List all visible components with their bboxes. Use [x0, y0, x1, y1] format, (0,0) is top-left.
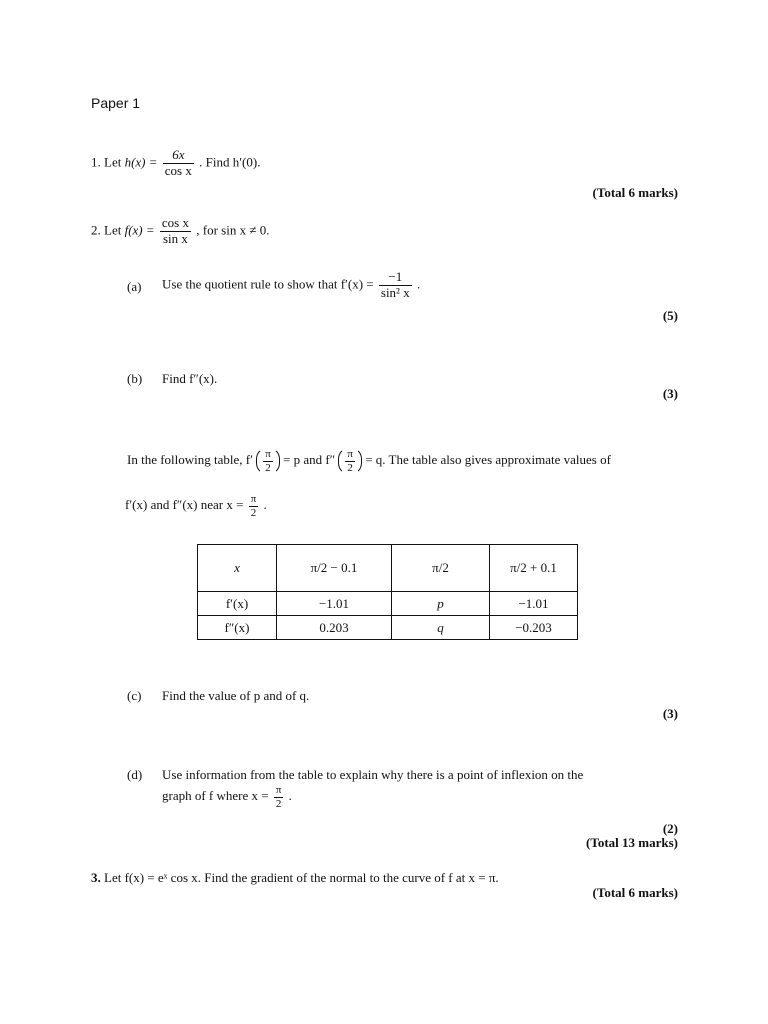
q2d-tail: .	[288, 788, 292, 804]
q2-frac-num: cos x	[161, 215, 189, 230]
q2c-marks: (3)	[662, 706, 678, 721]
q2b-marks: (3)	[662, 386, 678, 401]
table-intro-t3: = q. The table also gives approximate values of	[365, 452, 611, 468]
values-table	[197, 544, 578, 640]
pi-symbol: π	[275, 784, 282, 796]
q2a-fraction	[379, 270, 412, 301]
question-1	[91, 148, 260, 179]
table-intro-line2-tail: .	[263, 497, 267, 513]
pi-over-2-paren-1	[256, 447, 280, 475]
pi-over-2-fraction	[274, 784, 284, 810]
q2d-text-line2: graph of f where x =	[162, 788, 272, 804]
q2-total-marks: (Total 13 marks)	[586, 835, 678, 850]
table-row	[198, 592, 578, 616]
pi-over-2-fraction	[249, 493, 259, 519]
table-header-cell: π/2 − 0.1	[277, 545, 392, 592]
q3-number: 3.	[91, 870, 101, 885]
table-row	[198, 616, 578, 640]
table-cell: −0.203	[490, 616, 578, 640]
pi-over-2-paren-2	[338, 447, 362, 475]
question-3	[91, 870, 499, 886]
table-header-cell: π/2 + 0.1	[490, 545, 578, 592]
pi-symbol: π	[250, 493, 257, 505]
pi-over-2-fraction	[345, 448, 355, 474]
q2-frac-den: sin x	[162, 230, 188, 246]
q2-fraction	[160, 216, 191, 247]
q2c-label: (c)	[127, 688, 142, 703]
table-cell: −1.01	[490, 592, 578, 616]
q2d-marks: (2)	[662, 821, 678, 836]
q2-tail: , for sin x ≠ 0.	[196, 222, 270, 238]
table-intro-t2: = p and f″	[283, 452, 336, 468]
table-header-row	[198, 545, 578, 592]
q3-text: Let f(x) = eˣ cos x. Find the gradient of the normal to the curve of f at x = π.	[100, 870, 499, 885]
table-header-cell: π/2	[392, 545, 490, 592]
q2-func: f(x) =	[124, 222, 158, 238]
q2a-body	[162, 270, 420, 301]
table-row-label: f′(x)	[198, 592, 277, 616]
table-cell: p	[392, 592, 490, 616]
pi-symbol: π	[265, 448, 271, 460]
two-symbol: 2	[275, 797, 282, 810]
q2b-label: (b)	[127, 371, 143, 386]
q2a-frac-num: −1	[379, 270, 412, 286]
two-symbol: 2	[347, 461, 353, 474]
q1-fraction	[163, 148, 194, 179]
table-intro-line1	[127, 447, 611, 475]
q2d-line2	[162, 784, 292, 810]
q1-frac-num: 6x	[163, 148, 194, 164]
q2a-marks: (5)	[662, 308, 678, 323]
pi-over-2-fraction	[263, 448, 273, 474]
q2a-tail: .	[416, 276, 421, 292]
q2a-frac-den: sin² x	[380, 284, 410, 300]
two-symbol: 2	[250, 506, 257, 519]
table-cell: −1.01	[277, 592, 392, 616]
table-row-label: f″(x)	[198, 616, 277, 640]
q1-func: h(x) =	[124, 154, 161, 170]
q1-frac-den: cos x	[164, 162, 192, 178]
q2-lead: Let	[104, 222, 125, 238]
table-intro-t1: In the following table, f′	[127, 452, 253, 468]
pi-symbol: π	[347, 448, 353, 460]
q2a-text: Use the quotient rule to show that f′(x) =	[162, 276, 377, 292]
q2d-label: (d)	[127, 767, 143, 782]
q2b-text: Find f″(x).	[162, 371, 218, 386]
q2a-label: (a)	[127, 279, 142, 294]
two-symbol: 2	[265, 461, 271, 474]
table-intro-line2	[125, 493, 267, 519]
table-header-cell: x	[198, 545, 277, 592]
table-intro-line2-text: f′(x) and f″(x) near x =	[125, 497, 247, 513]
paper-title: Paper 1	[91, 95, 141, 111]
table-cell: q	[392, 616, 490, 640]
q1-lead: Let	[104, 154, 125, 170]
question-2	[91, 216, 269, 247]
q1-number: 1.	[91, 154, 101, 170]
q2-number: 2.	[91, 222, 101, 238]
q1-marks: (Total 6 marks)	[592, 185, 678, 200]
table-cell: 0.203	[277, 616, 392, 640]
q3-marks: (Total 6 marks)	[592, 885, 678, 900]
q1-tail: . Find h′(0).	[199, 154, 261, 170]
q2d-text-line1: Use information from the table to explain why there is a point of inflexion on the	[162, 767, 584, 782]
q2c-text: Find the value of p and of q.	[162, 688, 310, 703]
